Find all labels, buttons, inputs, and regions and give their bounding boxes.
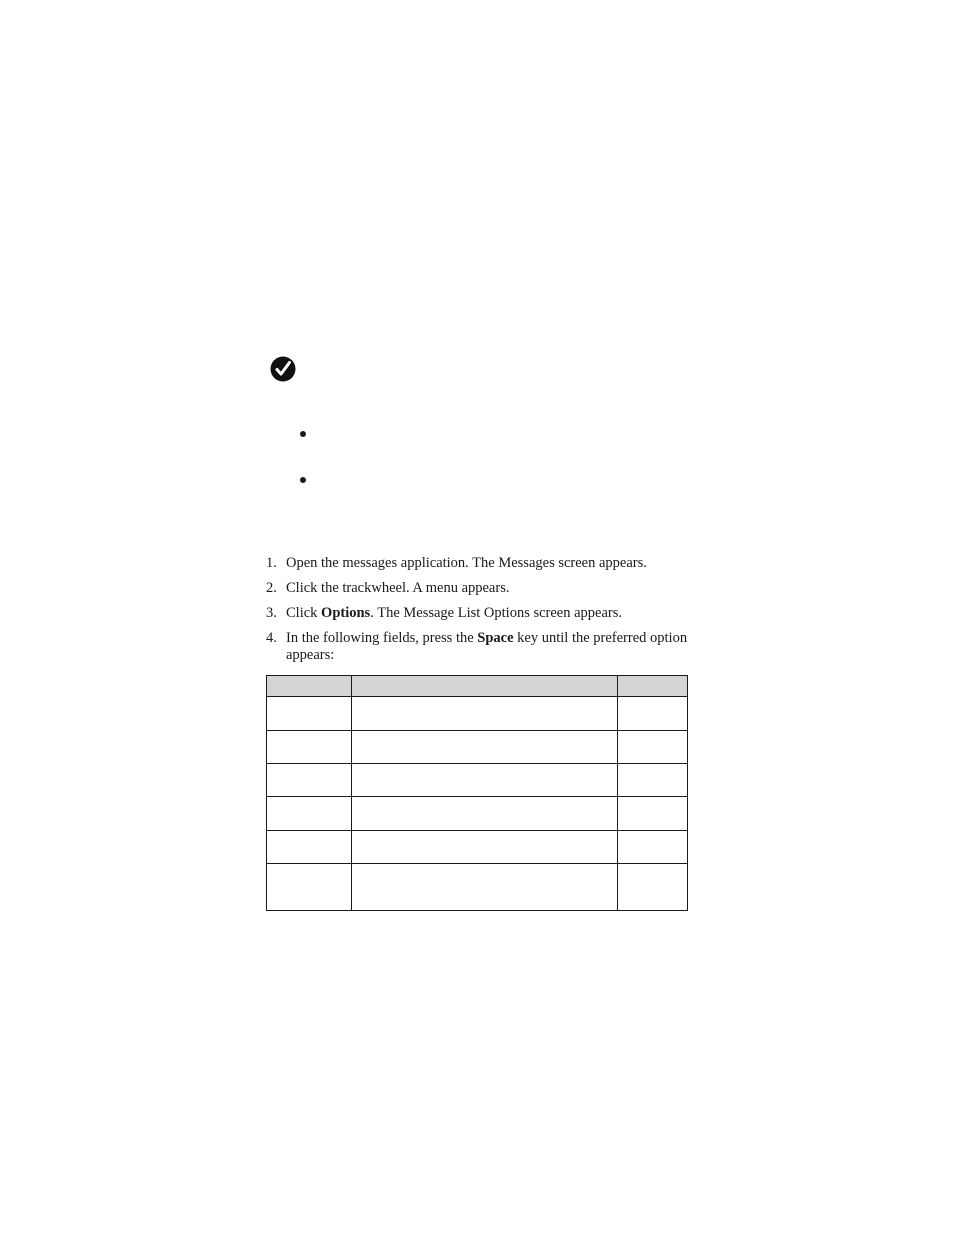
options-table xyxy=(266,675,688,911)
table-cell xyxy=(267,697,352,731)
procedure-steps xyxy=(266,555,696,672)
table-header-cell xyxy=(267,676,352,697)
table-cell xyxy=(267,864,352,911)
table-cell xyxy=(618,697,688,731)
step-text-post: . The Message List Options screen appears. xyxy=(370,605,623,621)
bullet-icon xyxy=(300,431,306,437)
step-item xyxy=(266,630,696,664)
bullet-icon xyxy=(300,477,306,483)
table-header-cell xyxy=(618,676,688,697)
table-cell xyxy=(618,797,688,831)
table-cell xyxy=(352,764,618,797)
step-keyword: Space xyxy=(477,630,514,646)
step-number: 2. xyxy=(266,580,277,596)
table-row xyxy=(267,697,688,731)
step-number: 1. xyxy=(266,555,277,571)
table-cell xyxy=(267,764,352,797)
step-number: 3. xyxy=(266,605,277,621)
table-cell xyxy=(267,731,352,764)
step-item xyxy=(266,580,696,597)
step-text-post: key until the preferred option appears: xyxy=(286,630,688,663)
step-item xyxy=(266,555,696,572)
table-cell xyxy=(267,797,352,831)
table-row xyxy=(267,731,688,764)
table-cell xyxy=(618,831,688,864)
table-cell xyxy=(352,731,618,764)
step-item xyxy=(266,605,696,622)
table-cell xyxy=(267,831,352,864)
table-row xyxy=(267,864,688,911)
table-cell xyxy=(352,831,618,864)
table-row xyxy=(267,764,688,797)
table-cell xyxy=(352,864,618,911)
table-header-row xyxy=(267,676,688,697)
step-number: 4. xyxy=(266,630,277,646)
table-row xyxy=(267,831,688,864)
checkmark-circle-icon xyxy=(270,356,296,382)
step-text-pre: In the following fields, press the xyxy=(286,630,478,646)
table-cell xyxy=(618,731,688,764)
table-row xyxy=(267,797,688,831)
step-text-pre: Click xyxy=(286,605,322,621)
table-header-cell xyxy=(352,676,618,697)
table-cell xyxy=(352,697,618,731)
step-text: Open the messages application. The Messages screen appears. xyxy=(286,555,647,571)
table-cell xyxy=(352,797,618,831)
step-keyword: Options xyxy=(321,605,371,621)
table-cell xyxy=(618,864,688,911)
step-text: Click the trackwheel. A menu appears. xyxy=(286,580,510,596)
table-cell xyxy=(618,764,688,797)
